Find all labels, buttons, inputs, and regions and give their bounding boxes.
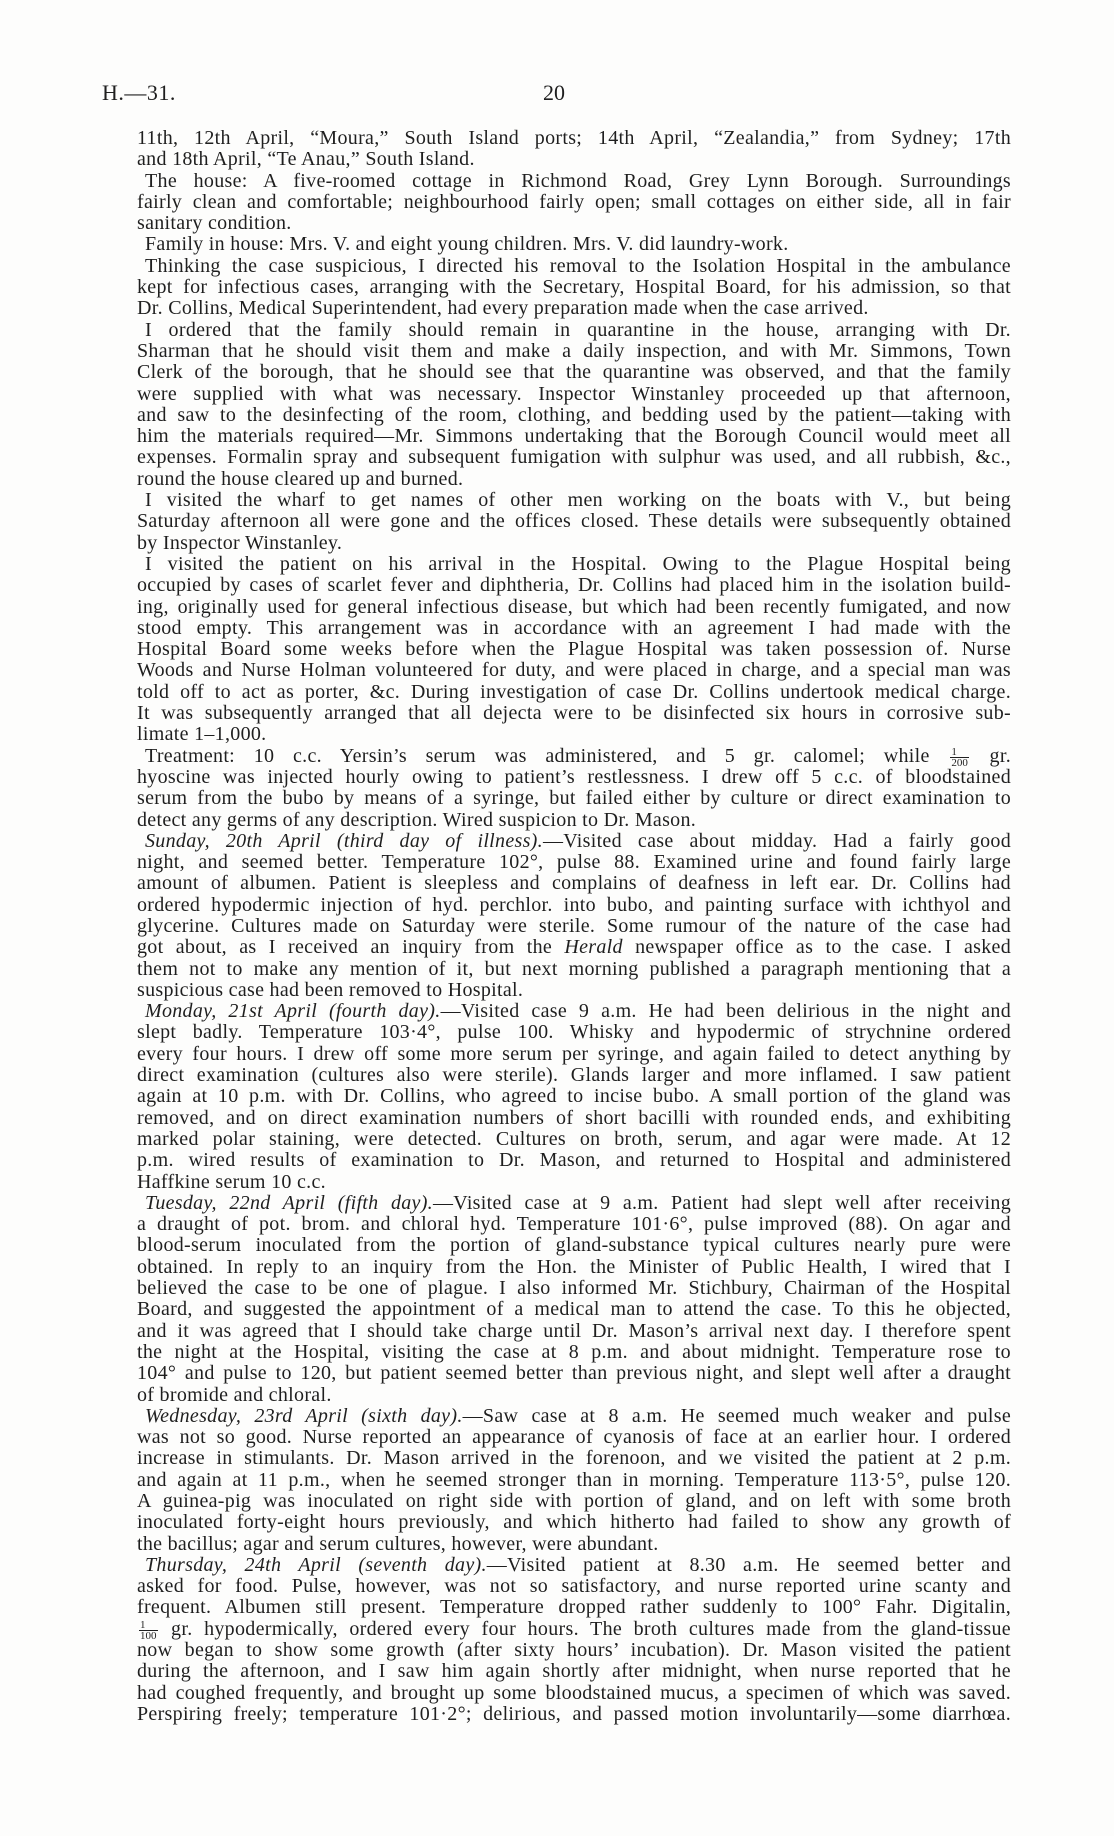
italic-run: Sunday, 20th April (third day of illness). (145, 829, 543, 852)
text-run: him the materials required—Mr. Simmons undertaking that the Borough Council would meet all (137, 425, 1011, 448)
text-run: Clerk of the borough, that he should see that the quarantine was observed, and that the family (137, 361, 1011, 384)
text-run: Hospital Board some weeks before when the Plague Hospital was taken possession of. Nurse (137, 638, 1011, 661)
text-run: Thinking the case suspicious, I directed his removal to the Isolation Hospital in the ambulance (145, 254, 1011, 277)
paragraph (137, 171, 1011, 235)
text-run: during the afternoon, and I saw him again shortly after midnight, when nurse reported that he (137, 1660, 1011, 1683)
text-run: inoculated forty-eight hours previously, and which hitherto had failed to show any growth of (137, 1511, 1011, 1534)
text-run: the bacillus; agar and serum cultures, however, were abundant. (137, 1532, 659, 1555)
text-line (137, 320, 1011, 341)
text-run: p.m. wired results of examination to Dr. Mason, and returned to Hospital and administered (137, 1149, 1011, 1172)
text-run: blood-serum inoculated from the portion of gland-substance typical cultures nearly pure were (137, 1234, 1011, 1257)
text-run: The house: A five-roomed cottage in Richmond Road, Grey Lynn Borough. Surroundings (145, 169, 1011, 192)
italic-run: Monday, 21st April (fourth day). (145, 1000, 441, 1023)
text-run: limate 1–1,000. (137, 723, 267, 746)
text-line (137, 1619, 1011, 1640)
text-line (137, 1086, 1011, 1107)
text-line (137, 405, 1011, 426)
text-line (137, 1704, 1011, 1725)
text-line (137, 618, 1011, 639)
text-run: frequent. Albumen still present. Temperature dropped rather suddenly to 100° Fahr. Digitalin, (137, 1596, 1011, 1619)
text-line (137, 256, 1011, 277)
text-line (137, 1470, 1011, 1491)
text-line (137, 384, 1011, 405)
text-line (137, 1491, 1011, 1512)
text-run: Haffkine serum 10 c.c. (137, 1170, 326, 1193)
text-line (137, 362, 1011, 383)
text-run: of bromide and chloral. (137, 1383, 332, 1406)
text-run: increase in stimulants. Dr. Mason arrived in the forenoon, and we visited the patient at 2 p.m. (137, 1447, 1011, 1470)
text-line (137, 1385, 1011, 1406)
text-line (137, 597, 1011, 618)
text-run: sanitary condition. (137, 212, 292, 235)
text-run: Sharman that he should visit them and make a daily inspection, and with Mr. Simmons, Town (137, 339, 1011, 362)
text-line (137, 1129, 1011, 1150)
text-run: 11th, 12th April, “Moura,” South Island ports; 14th April, “Zealandia,” from Sydney; 17th (137, 127, 1011, 149)
text-line (137, 831, 1011, 852)
paragraph (137, 746, 1011, 831)
text-line (137, 1342, 1011, 1363)
text-line (137, 469, 1011, 490)
text-run: —Visited case 9 a.m. He had been delirious in the night and (440, 1000, 1012, 1023)
paragraph (137, 1193, 1011, 1406)
paragraph (137, 1406, 1011, 1555)
text-line (137, 426, 1011, 447)
text-run: direct examination (cultures also were sterile). Glands larger and more inflamed. I saw patient (137, 1064, 1011, 1087)
text-line (137, 490, 1011, 511)
text-line (137, 192, 1011, 213)
paragraph (137, 831, 1011, 1001)
text-line (137, 554, 1011, 575)
paragraph (137, 1001, 1011, 1193)
page-number: 20 (543, 80, 565, 105)
text-line (137, 1576, 1011, 1597)
text-run: and it was agreed that I should take charge until Dr. Mason’s arrival next day. I therefore spent (137, 1319, 1011, 1342)
text-run: newspaper office as to the case. I asked (622, 936, 1011, 959)
text-line (137, 1214, 1011, 1235)
text-line (137, 234, 1011, 255)
paragraph (137, 234, 1011, 255)
text-line (137, 1448, 1011, 1469)
text-run: was not so good. Nurse reported an appearance of cyanosis of face at an earlier hour. I ordered (137, 1426, 1011, 1449)
text-run: removed, and on direct examination numbers of short bacilli with rounded ends, and exhibiting (137, 1106, 1011, 1129)
text-run: the night at the Hospital, visiting the case at 8 p.m. and about midnight. Temperature rose to (137, 1340, 1011, 1363)
text-line (137, 959, 1011, 980)
text-run: Perspiring freely; temperature 101·2°; delirious, and passed motion involuntarily—some diarrhœa. (137, 1702, 1011, 1725)
fraction-denominator: 100 (140, 1629, 157, 1642)
text-run: Family in house: Mrs. V. and eight young children. Mrs. V. did laundry-work. (145, 233, 789, 256)
text-run: Treatment: 10 c.c. Yersin’s serum was administered, and 5 gr. calomel; while (145, 744, 949, 767)
text-line (137, 1022, 1011, 1043)
text-line (137, 511, 1011, 532)
body-text (137, 128, 1011, 1725)
text-run: It was subsequently arranged that all dejecta were to be disinfected six hours in corrosive sub- (137, 702, 1011, 725)
text-line (137, 1299, 1011, 1320)
text-line (137, 724, 1011, 745)
text-line (137, 1661, 1011, 1682)
fraction-numerator: 1 (950, 747, 969, 758)
text-line (137, 703, 1011, 724)
text-run: expenses. Formalin spray and subsequent fumigation with sulphur was used, and all rubbish, &c., (137, 446, 1011, 469)
fraction-denominator: 200 (951, 756, 968, 769)
text-run: amount of albumen. Patient is sleepless and complains of deafness in left ear. Dr. Collins had (137, 872, 1011, 895)
text-run: night, and seemed better. Temperature 102°, pulse 88. Examined urine and found fairly large (137, 851, 1011, 874)
text-run: and 18th April, “Te Anau,” South Island. (137, 148, 475, 171)
text-line (137, 639, 1011, 660)
text-run: 104° and pulse to 120, but patient seemed better than previous night, and slept well after a draught (137, 1362, 1011, 1385)
text-run: told off to act as porter, &c. During investigation of case Dr. Collins undertook medical charge. (137, 680, 1011, 703)
text-run: gr. (970, 744, 1011, 767)
text-run: were supplied with what was necessary. Inspector Winstanley proceeded up that afternoon, (137, 382, 1011, 405)
document-reference: H.—31. (102, 80, 176, 105)
text-run: them not to make any mention of it, but next morning published a paragraph mentioning that a (137, 957, 1011, 980)
text-run: now began to show some growth (after sixty hours’ incubation). Dr. Mason visited the patient (137, 1639, 1011, 1662)
text-line (137, 1555, 1011, 1576)
text-line (137, 788, 1011, 809)
text-run: detect any germs of any description. Wired suspicion to Dr. Mason. (137, 808, 697, 831)
text-line (137, 1512, 1011, 1533)
text-line (137, 810, 1011, 831)
text-run: kept for infectious cases, arranging with the Secretary, Hospital Board, for his admission, so that (137, 276, 1011, 299)
text-line (137, 767, 1011, 788)
text-run: I visited the patient on his arrival in the Hospital. Owing to the Plague Hospital being (145, 552, 1011, 575)
text-run: A guinea-pig was inoculated on right side with portion of gland, and on left with some broth (137, 1490, 1011, 1512)
text-run: occupied by cases of scarlet fever and diphtheria, Dr. Collins had placed him in the isolation build- (137, 574, 1011, 597)
text-run: a draught of pot. brom. and chloral hyd. Temperature 101·6°, pulse improved (88). On agar and (137, 1213, 1011, 1236)
text-line (137, 852, 1011, 873)
italic-run: Wednesday, 23rd April (sixth day). (145, 1404, 463, 1427)
text-run: I ordered that the family should remain in quarantine in the house, arranging with Dr. (145, 318, 1011, 341)
text-line (137, 682, 1011, 703)
text-run: stood empty. This arrangement was in accordance with an agreement I had made with the (137, 616, 1011, 639)
text-line (137, 1001, 1011, 1022)
text-line (137, 1597, 1011, 1618)
text-line (137, 213, 1011, 234)
text-line (137, 575, 1011, 596)
text-line (137, 1193, 1011, 1214)
text-line (137, 895, 1011, 916)
text-line (137, 1150, 1011, 1171)
text-run: ing, originally used for general infectious disease, but which had been recently fumigated, and now (137, 595, 1011, 618)
fraction-numerator: 1 (139, 1620, 158, 1631)
text-line (137, 277, 1011, 298)
text-run: asked for food. Pulse, however, was not so satisfactory, and nurse reported urine scanty and (137, 1575, 1011, 1598)
text-line (137, 1044, 1011, 1065)
text-run: obtained. In reply to an inquiry from the Hon. the Minister of Public Health, I wired that I (137, 1255, 1011, 1278)
text-line (137, 1406, 1011, 1427)
text-line (137, 533, 1011, 554)
text-line (137, 1683, 1011, 1704)
text-run: had coughed frequently, and brought up some bloodstained mucus, a specimen of which was saved. (137, 1681, 1011, 1704)
text-run: and again at 11 p.m., when he seemed stronger than in morning. Temperature 113·5°, pulse 120. (137, 1468, 1011, 1491)
running-head (0, 80, 1114, 106)
text-run: marked polar staining, were detected. Cultures on broth, serum, and agar were made. At 12 (137, 1127, 1011, 1150)
text-line (137, 1278, 1011, 1299)
text-line (137, 1172, 1011, 1193)
paragraph (137, 554, 1011, 746)
text-run: glycerine. Cultures made on Saturday were sterile. Some rumour of the nature of the case had (137, 914, 1011, 937)
text-line (137, 1321, 1011, 1342)
text-line (137, 746, 1011, 767)
text-line (137, 1363, 1011, 1384)
text-line (137, 447, 1011, 468)
text-run: and saw to the desinfecting of the room, clothing, and bedding used by the patient—taking with (137, 403, 1011, 426)
text-run: —Visited case at 9 a.m. Patient had slept well after receiving (432, 1191, 1011, 1214)
text-line (137, 916, 1011, 937)
paragraph (137, 1555, 1011, 1725)
text-line (137, 1534, 1011, 1555)
text-run: got about, as I received an inquiry from the (137, 936, 565, 959)
fraction (139, 1620, 158, 1641)
text-line (137, 341, 1011, 362)
paragraph (137, 490, 1011, 554)
text-run: Dr. Collins, Medical Superintendent, had every preparation made when the case arrived. (137, 297, 869, 320)
text-run: —Visited patient at 8.30 a.m. He seemed better and (486, 1553, 1011, 1576)
text-line (137, 980, 1011, 1001)
text-run: hyoscine was injected hourly owing to patient’s restlessness. I drew off 5 c.c. of bloodstained (137, 765, 1011, 788)
text-line (137, 873, 1011, 894)
text-run: serum from the bubo by means of a syringe, but failed either by culture or direct examination to (137, 787, 1011, 810)
text-run: by Inspector Winstanley. (137, 531, 343, 554)
text-run: —Visited case about midday. Had a fairly good (542, 829, 1011, 852)
text-run: every four hours. I drew off some more serum per syringe, and again failed to detect anything by (137, 1042, 1011, 1065)
text-run: Board, and suggested the appointment of a medical man to attend the case. To this he objected, (137, 1298, 1011, 1321)
text-line (137, 1640, 1011, 1661)
text-run: again at 10 p.m. with Dr. Collins, who agreed to incise bubo. A small portion of the gland was (137, 1085, 1011, 1108)
italic-run: Tuesday, 22nd April (fifth day). (145, 1191, 433, 1214)
text-line (137, 149, 1011, 170)
text-run: —Saw case at 8 a.m. He seemed much weaker and pulse (462, 1404, 1011, 1427)
text-run: round the house cleared up and burned. (137, 467, 464, 490)
text-line (137, 1235, 1011, 1256)
text-line (137, 128, 1011, 149)
text-run: suspicious case had been removed to Hospital. (137, 978, 524, 1001)
italic-run: Thursday, 24th April (seventh day). (145, 1553, 487, 1576)
text-line (137, 937, 1011, 958)
paragraph (137, 128, 1011, 171)
text-run: ordered hypodermic injection of hyd. perchlor. into bubo, and painting surface with ichthyol and (137, 893, 1011, 916)
paragraph (137, 256, 1011, 320)
italic-run: Herald (564, 936, 623, 959)
text-run: slept badly. Temperature 103·4°, pulse 100. Whisky and hypodermic of strychnine ordered (137, 1021, 1011, 1044)
fraction (950, 747, 969, 768)
text-line (137, 298, 1011, 319)
text-line (137, 171, 1011, 192)
text-run: gr. hypodermically, ordered every four hours. The broth cultures made from the gland-tissue (159, 1617, 1011, 1640)
text-line (137, 1257, 1011, 1278)
text-line (137, 1108, 1011, 1129)
text-line (137, 1065, 1011, 1086)
text-line (137, 660, 1011, 681)
text-run: I visited the wharf to get names of other men working on the boats with V., but being (145, 489, 1011, 512)
text-line (137, 1427, 1011, 1448)
paragraph (137, 320, 1011, 490)
text-run: believed the case to be one of plague. I also informed Mr. Stichbury, Chairman of the Hospital (137, 1277, 1011, 1300)
text-run: fairly clean and comfortable; neighbourhood fairly open; small cottages on either side, all in fair (137, 190, 1011, 213)
text-run: Woods and Nurse Holman volunteered for duty, and were placed in charge, and a special man was (137, 659, 1011, 682)
text-run: Saturday afternoon all were gone and the offices closed. These details were subsequently obtained (137, 510, 1011, 533)
